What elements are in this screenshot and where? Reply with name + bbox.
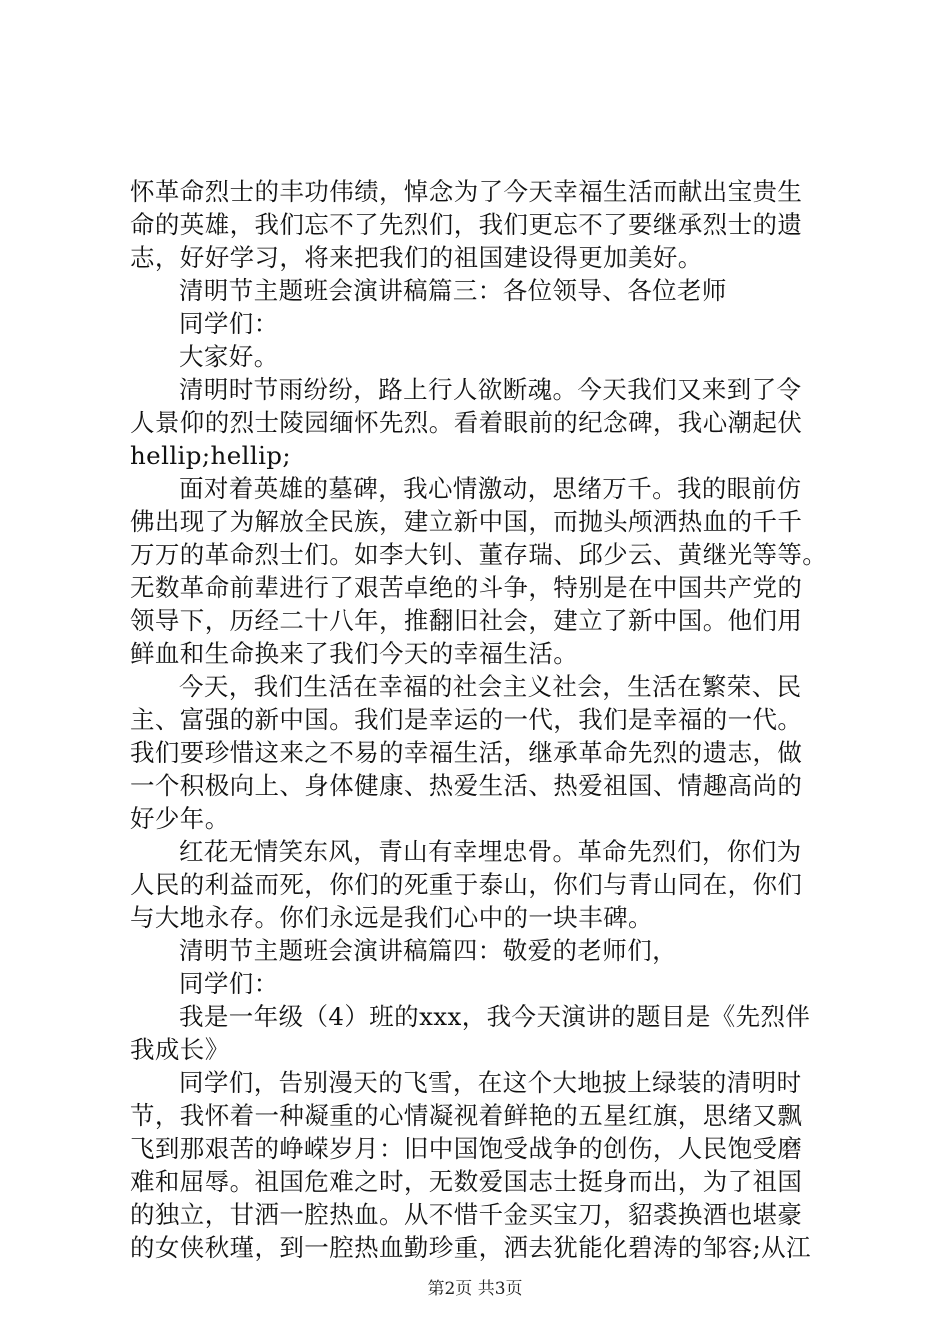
text-line: 的女侠秋瑾，到一腔热血勤珍重，洒去犹能化碧涛的邹容;从江 <box>130 1233 811 1262</box>
text-line: 红花无情笑东风，青山有幸埋忠骨。革命先烈们，你们为 <box>179 837 802 866</box>
text-line: 同学们： <box>179 309 279 338</box>
text-line: 的独立，甘洒一腔热血。从不惜千金买宝刀，貂裘换酒也堪豪 <box>130 1200 803 1229</box>
text-line: 佛出现了为解放全民族，建立新中国，而抛头颅洒热血的千千 <box>130 507 803 536</box>
text-line: 万万的革命烈士们。如李大钊、董存瑞、邱少云、黄继光等等。 <box>130 540 828 569</box>
text-line: 一个积极向上、身体健康、热爱生活、热爱祖国、情趣高尚的 <box>130 771 803 800</box>
text-line: 今天，我们生活在幸福的社会主义社会，生活在繁荣、民 <box>179 672 802 701</box>
text-line: hellip;hellip; <box>130 441 292 470</box>
page-footer: 第2页 共3页 <box>427 1279 523 1299</box>
text-line: 节，我怀着一种凝重的心情凝视着鲜艳的五星红旗，思绪又飘 <box>130 1101 803 1130</box>
text-line: 飞到那艰苦的峥嵘岁月：旧中国饱受战争的创伤，人民饱受磨 <box>130 1134 803 1163</box>
text-line: 无数革命前辈进行了艰苦卓绝的斗争，特别是在中国共产党的 <box>130 573 803 602</box>
text-line: 志，好好学习，将来把我们的祖国建设得更加美好。 <box>130 243 703 272</box>
text-line: 大家好。 <box>179 342 279 371</box>
text-line: 与大地永存。你们永远是我们心中的一块丰碑。 <box>130 903 653 932</box>
text-line: 怀革命烈士的丰功伟绩，悼念为了今天幸福生活而献出宝贵生 <box>130 177 803 206</box>
text-line: 我成长》 <box>130 1035 230 1064</box>
text-line: 我是一年级（4）班的xxx，我今天演讲的题目是《先烈伴 <box>179 1002 811 1031</box>
text-line: 领导下，历经二十八年，推翻旧社会，建立了新中国。他们用 <box>130 606 803 635</box>
text-line: 人民的利益而死，你们的死重于泰山，你们与青山同在，你们 <box>130 870 803 899</box>
text-line: 清明时节雨纷纷，路上行人欲断魂。今天我们又来到了令 <box>179 375 802 404</box>
text-line: 面对着英雄的墓碑，我心情激动，思绪万千。我的眼前仿 <box>179 474 802 503</box>
text-line: 主、富强的新中国。我们是幸运的一代，我们是幸福的一代。 <box>130 705 803 734</box>
text-line: 命的英雄，我们忘不了先烈们，我们更忘不了要继承烈士的遗 <box>130 210 803 239</box>
section-heading: 清明节主题班会演讲稿篇四：敬爱的老师们， <box>179 936 677 965</box>
text-line: 好少年。 <box>130 804 230 833</box>
text-line: 同学们： <box>179 969 279 998</box>
text-line: 同学们，告别漫天的飞雪，在这个大地披上绿装的清明时 <box>179 1068 802 1097</box>
text-line: 我们要珍惜这来之不易的幸福生活，继承革命先烈的遗志，做 <box>130 738 803 767</box>
text-line: 难和屈辱。祖国危难之时，无数爱国志士挺身而出，为了祖国 <box>130 1167 803 1196</box>
section-heading: 清明节主题班会演讲稿篇三：各位领导、各位老师 <box>179 276 727 305</box>
text-line: 人景仰的烈士陵园缅怀先烈。看着眼前的纪念碑，我心潮起伏 <box>130 408 803 437</box>
text-line: 鲜血和生命换来了我们今天的幸福生活。 <box>130 639 579 668</box>
